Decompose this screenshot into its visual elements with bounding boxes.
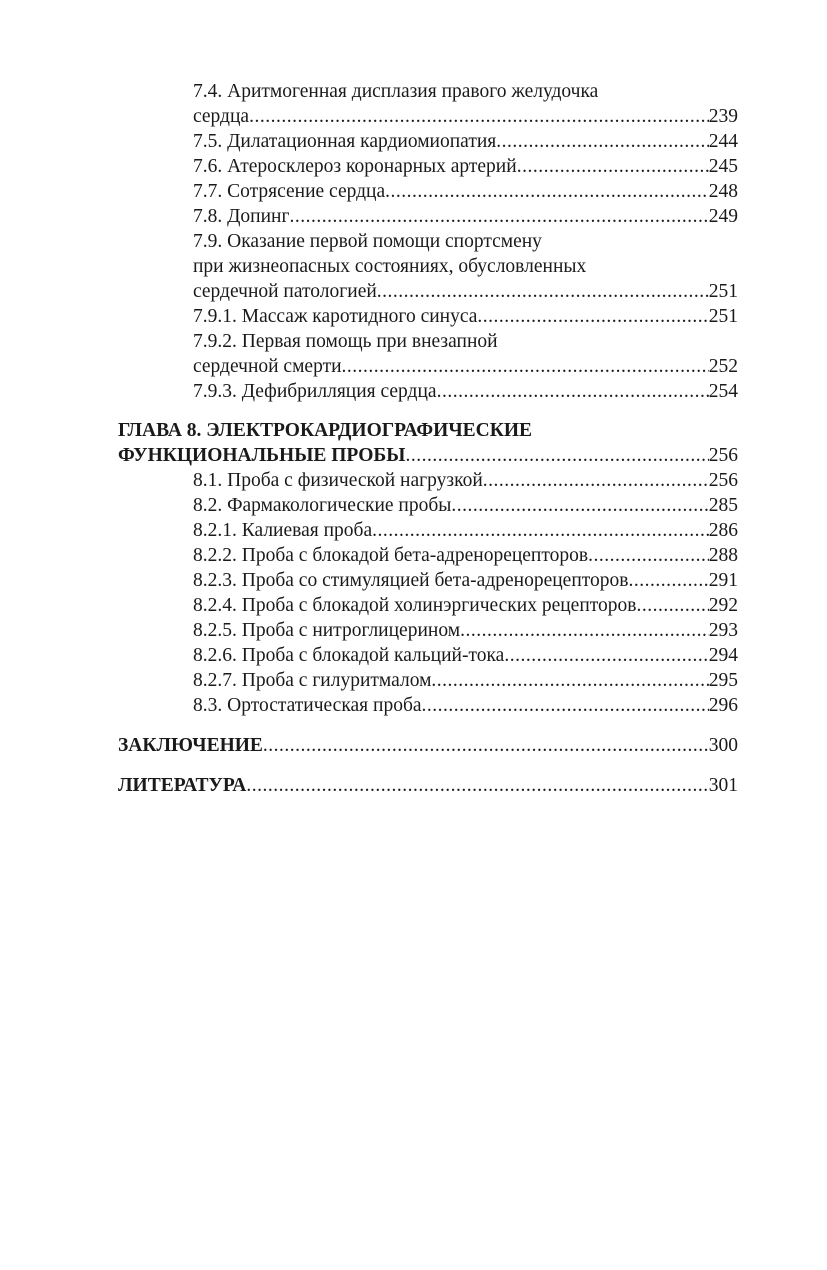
- toc-page-number: 292: [708, 595, 738, 616]
- toc-entry-title-line: 7.9.2. Первая помощь при внезапной: [193, 331, 498, 352]
- toc-page-number: 252: [708, 356, 738, 377]
- toc-section-title: ЛИТЕРАТУРА: [118, 775, 247, 796]
- toc-chapter-title: ФУНКЦИОНАЛЬНЫЕ ПРОБЫ: [118, 445, 406, 466]
- toc-leader-dots: [405, 443, 708, 468]
- toc-entry-title: сердечной смерти: [193, 356, 342, 377]
- toc-leader-dots: [372, 518, 709, 543]
- toc-section-title: ЗАКЛЮЧЕНИЕ: [118, 735, 263, 756]
- toc-page-number: 254: [708, 381, 738, 402]
- toc-page-number: 244: [708, 131, 738, 152]
- toc-entry-7-7[interactable]: [118, 179, 738, 204]
- toc-page-number: 294: [708, 645, 738, 666]
- toc-page-number: 251: [708, 281, 738, 302]
- toc-entry-8-2-1[interactable]: [118, 518, 738, 543]
- toc-page-number: 239: [708, 106, 738, 127]
- toc-entry-title: сердечной патологией: [193, 281, 377, 302]
- toc-leader-dots: [477, 304, 708, 329]
- toc-leader-dots: [588, 543, 709, 568]
- toc-page-number: 300: [708, 735, 738, 756]
- toc-entry-7-9-2[interactable]: [118, 329, 738, 379]
- toc-entry-title: 7.7. Сотрясение сердца: [193, 181, 386, 202]
- toc-entry-7-9-1[interactable]: [118, 304, 738, 329]
- toc-leader-dots: [504, 643, 708, 668]
- toc-literature[interactable]: [118, 773, 738, 798]
- toc-page-number: 251: [708, 306, 738, 327]
- toc-leader-dots: [496, 129, 709, 154]
- toc-entry-7-5[interactable]: [118, 129, 738, 154]
- toc-leader-dots: [249, 104, 709, 129]
- toc-page-number: 295: [708, 670, 738, 691]
- toc-leader-dots: [629, 568, 709, 593]
- toc-entry-title-line: 7.4. Аритмогенная дисплазия правого желудочка: [193, 81, 599, 102]
- toc-entry-title: 8.2.4. Проба с блокадой холинэргических рецепторов: [193, 595, 637, 616]
- toc-chapter-title-line: ГЛАВА 8. ЭЛЕКТРОКАРДИОГРАФИЧЕСКИЕ: [118, 420, 533, 441]
- toc-entry-title: сердца: [193, 106, 250, 127]
- toc-page-number: 296: [708, 695, 738, 716]
- toc-entry-title: 8.2.1. Калиевая проба: [193, 520, 373, 541]
- toc-entry-8-2-6[interactable]: [118, 643, 738, 668]
- toc-leader-dots: [377, 279, 709, 304]
- toc-leader-dots: [431, 668, 708, 693]
- toc-entry-title: 8.2.6. Проба с блокадой кальций-тока: [193, 645, 505, 666]
- toc-entry-title: 7.6. Атеросклероз коронарных артерий: [193, 156, 517, 177]
- toc-entry-title: 8.1. Проба с физической нагрузкой: [193, 470, 483, 491]
- toc-leader-dots: [637, 593, 709, 618]
- toc-leader-dots: [422, 693, 709, 718]
- table-of-contents: [118, 79, 738, 798]
- toc-entry-title: 8.2.2. Проба с блокадой бета-адренорецепторов: [193, 545, 589, 566]
- toc-leader-dots: [385, 179, 709, 204]
- toc-leader-dots: [460, 618, 709, 643]
- toc-entry-title: 7.9.1. Массаж каротидного синуса: [193, 306, 478, 327]
- toc-page-number: 256: [708, 470, 738, 491]
- toc-page-number: 288: [708, 545, 738, 566]
- toc-page-number: 245: [708, 156, 738, 177]
- toc-page-number: 256: [708, 445, 738, 466]
- toc-entry-7-6[interactable]: [118, 154, 738, 179]
- toc-entry-title: 8.2.3. Проба со стимуляцией бета-адренорецепторов: [193, 570, 629, 591]
- toc-conclusion[interactable]: [118, 733, 738, 758]
- toc-entry-title-line: 7.9. Оказание первой помощи спортсмену: [193, 231, 542, 252]
- toc-leader-dots: [451, 493, 708, 518]
- toc-entry-8-2-3[interactable]: [118, 568, 738, 593]
- toc-page-number: 291: [708, 570, 738, 591]
- toc-page-number: 248: [708, 181, 738, 202]
- toc-leader-dots: [483, 468, 709, 493]
- toc-page-number: 301: [708, 775, 738, 796]
- toc-entry-title-line: при жизнеопасных состояниях, обусловленных: [193, 256, 587, 277]
- toc-entry-8-1[interactable]: [118, 468, 738, 493]
- toc-entry-title: 7.8. Допинг: [193, 206, 290, 227]
- toc-entry-8-2[interactable]: [118, 493, 738, 518]
- toc-leader-dots: [342, 354, 709, 379]
- toc-entry-8-2-5[interactable]: [118, 618, 738, 643]
- toc-leader-dots: [517, 154, 709, 179]
- toc-leader-dots: [246, 773, 708, 798]
- toc-entry-8-2-7[interactable]: [118, 668, 738, 693]
- toc-leader-dots: [263, 733, 709, 758]
- toc-entry-title: 7.9.3. Дефибрилляция сердца: [193, 381, 437, 402]
- toc-entry-title: 8.2.7. Проба с гилуритмалом: [193, 670, 432, 691]
- toc-entry-8-2-2[interactable]: [118, 543, 738, 568]
- toc-entry-8-2-4[interactable]: [118, 593, 738, 618]
- toc-leader-dots: [437, 379, 709, 404]
- toc-entry-title: 8.3. Ортостатическая проба: [193, 695, 422, 716]
- toc-page-number: 285: [708, 495, 738, 516]
- toc-entry-title: 8.2. Фармакологические пробы: [193, 495, 452, 516]
- toc-page-number: 293: [708, 620, 738, 641]
- toc-entry-title: 7.5. Дилатационная кардиомиопатия: [193, 131, 497, 152]
- toc-chapter-8[interactable]: [118, 418, 738, 468]
- toc-entry-title: 8.2.5. Проба с нитроглицерином: [193, 620, 461, 641]
- toc-entry-7-9-3[interactable]: [118, 379, 738, 404]
- toc-entry-7-8[interactable]: [118, 204, 738, 229]
- toc-entry-8-3[interactable]: [118, 693, 738, 718]
- toc-entry-7-4[interactable]: [118, 79, 738, 129]
- toc-leader-dots: [289, 204, 708, 229]
- toc-entry-7-9[interactable]: [118, 229, 738, 304]
- toc-page-number: 249: [708, 206, 738, 227]
- toc-page-number: 286: [708, 520, 738, 541]
